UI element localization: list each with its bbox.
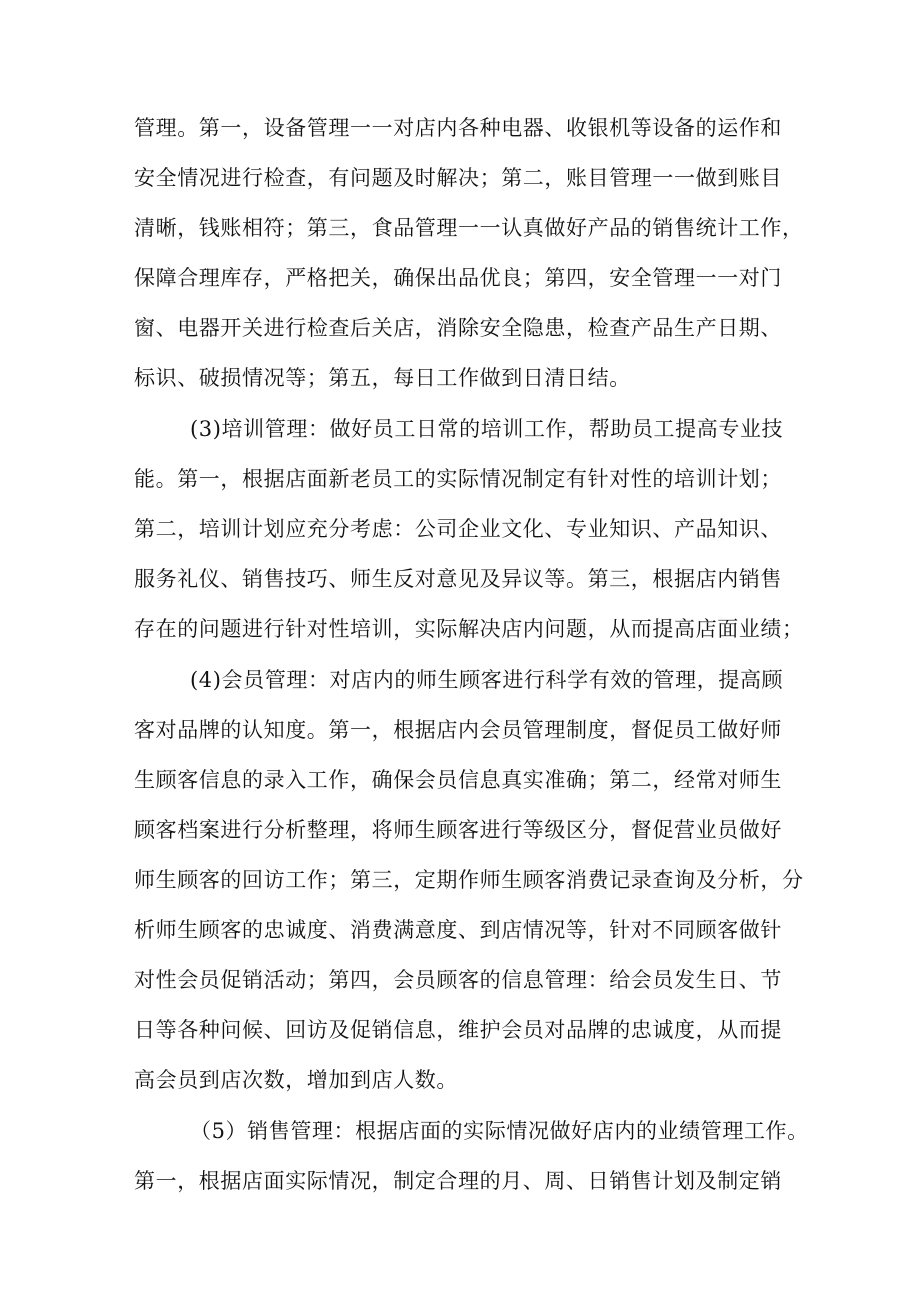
text-line: 日等各种问候、回访及促销信息，维护会员对品牌的忠诚度，从而提 xyxy=(134,1018,782,1042)
paragraph-start-line: (3)培训管理：做好员工日常的培训工作，帮助员工提高专业技 xyxy=(190,417,784,441)
text-line: 安全情况进行检查，有问题及时解决；第二，账目管理一一做到账目 xyxy=(134,166,782,190)
paragraph-start-line: (4)会员管理：对店内的师生顾客进行科学有效的管理，提高顾 xyxy=(190,668,784,692)
text-line: 存在的问题进行针对性培训，实际解决店内问题，从而提高店面业绩； xyxy=(134,617,804,641)
text-line: 服务礼仪、销售技巧、师生反对意见及异议等。第三，根据店内销售 xyxy=(134,567,782,591)
text-line: 高会员到店次数，增加到店人数。 xyxy=(134,1068,458,1092)
text-line: 窗、电器开关进行检查后关店，消除安全隐患，检查产品生产日期、 xyxy=(134,316,782,340)
text-line: 管理。第一，设备管理一一对店内各种电器、收银机等设备的运作和 xyxy=(134,116,782,140)
text-line: 清晰，钱账相符；第三，食品管理一一认真做好产品的销售统计工作， xyxy=(134,216,804,240)
text-line: 顾客档案进行分析整理，将师生顾客进行等级区分，督促营业员做好 xyxy=(134,818,782,842)
text-line: 标识、破损情况等；第五，每日工作做到日清日结。 xyxy=(134,366,631,390)
text-line: 析师生顾客的忠诚度、消费满意度、到店情况等，针对不同顾客做针 xyxy=(134,918,782,942)
paragraph-start-line: （5）销售管理：根据店面的实际情况做好店内的业绩管理工作。 xyxy=(190,1119,809,1143)
text-line: 能。第一，根据店面新老员工的实际情况制定有针对性的培训计划； xyxy=(134,467,782,491)
text-line: 保障合理库存，严格把关，确保出品优良；第四，安全管理一一对门 xyxy=(134,266,782,290)
text-line: 客对品牌的认知度。第一，根据店内会员管理制度，督促员工做好师 xyxy=(134,718,782,742)
text-line: 第二，培训计划应充分考虑：公司企业文化、专业知识、产品知识、 xyxy=(134,517,782,541)
text-line: 生顾客信息的录入工作，确保会员信息真实准确；第二，经常对师生 xyxy=(134,768,782,792)
text-line: 第一，根据店面实际情况，制定合理的月、周、日销售计划及制定销 xyxy=(134,1169,782,1193)
text-line: 师生顾客的回访工作；第三，定期作师生顾客消费记录查询及分析，分 xyxy=(134,868,804,892)
text-line: 对性会员促销活动；第四，会员顾客的信息管理：给会员发生日、节 xyxy=(134,968,782,992)
